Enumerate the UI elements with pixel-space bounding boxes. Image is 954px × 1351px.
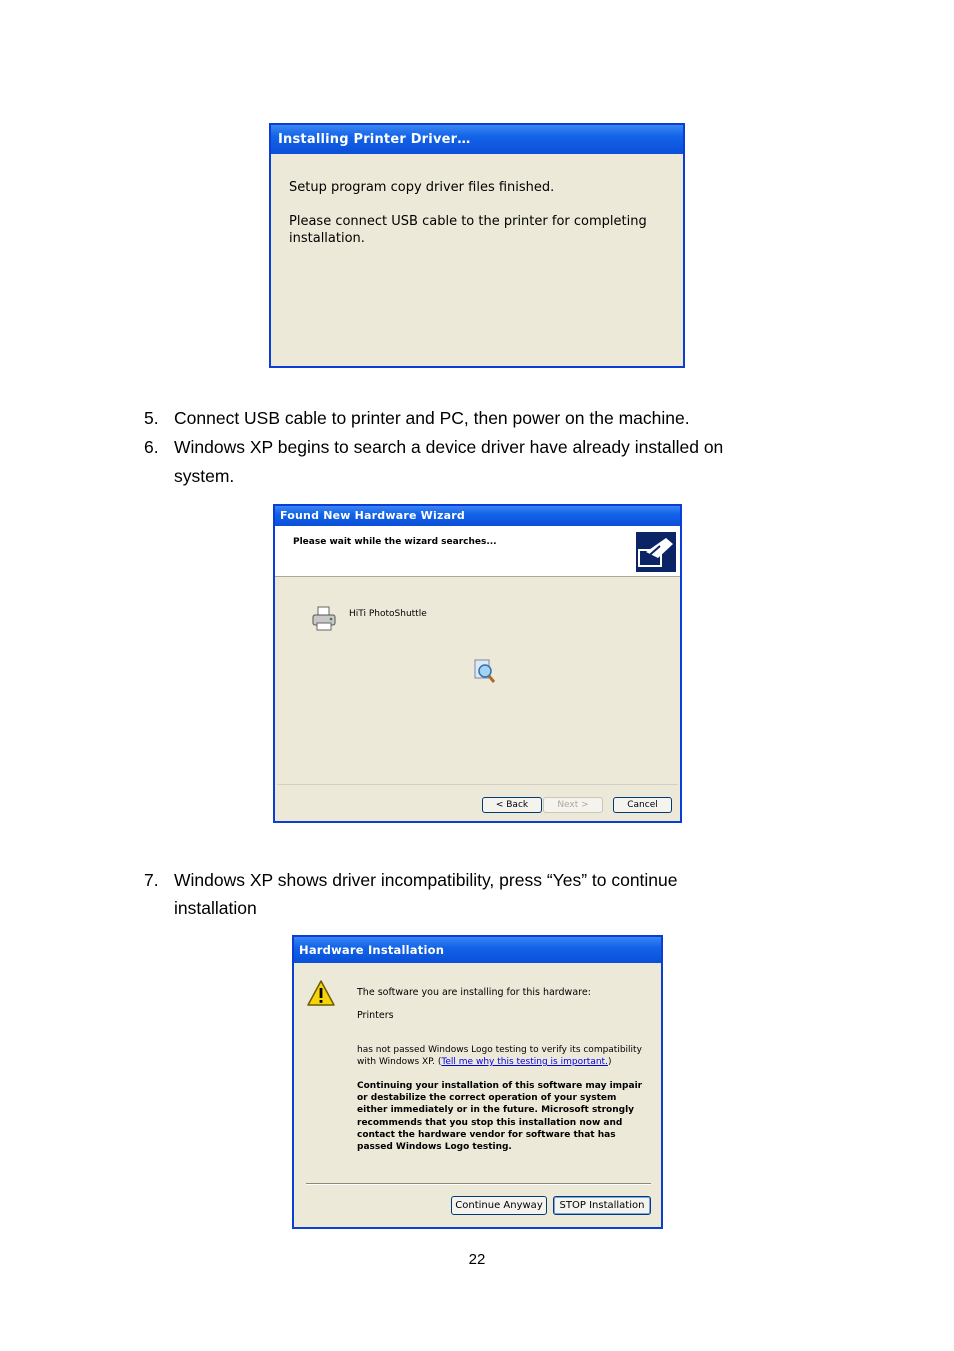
logo-note-text: with Windows XP. (: [357, 1057, 442, 1067]
cancel-button[interactable]: Cancel: [613, 797, 672, 813]
hardware-installation-dialog: [292, 935, 663, 1229]
dialog-title: Hardware Installation: [294, 937, 661, 963]
dialog-title: Found New Hardware Wizard: [275, 506, 680, 526]
warning-line: either immediately or in the future. Microsoft strongly: [357, 1105, 635, 1116]
stop-installation-button[interactable]: STOP Installation: [553, 1196, 651, 1215]
continue-anyway-button[interactable]: Continue Anyway: [451, 1196, 547, 1215]
step-text-cont: system.: [174, 466, 235, 486]
warning-line: Continuing your installation of this software may impair: [357, 1081, 643, 1091]
instruction-line-2: installation.: [289, 231, 365, 246]
installing-printer-driver-dialog: [269, 123, 685, 368]
back-button[interactable]: < Back: [482, 797, 542, 813]
wizard-header-text: Please wait while the wizard searches...: [293, 537, 497, 547]
step-number: 5.: [144, 408, 159, 428]
step-text: Windows XP begins to search a device driver have already installed on: [174, 437, 724, 457]
dialog-title: Installing Printer Driver…: [271, 125, 683, 154]
warning-line: contact the hardware vendor for software that has: [357, 1129, 616, 1140]
logo-note-line-1: has not passed Windows Logo testing to verify its compatibility: [357, 1045, 642, 1055]
step-number: 6.: [144, 437, 159, 457]
logo-note-line-2: [357, 1057, 611, 1067]
warning-line: passed Windows Logo testing.: [357, 1142, 512, 1153]
step-number: 7.: [144, 870, 159, 890]
warning-line: recommends that you stop this installation now and: [357, 1117, 623, 1128]
button-separator: [277, 784, 678, 785]
searching-icon: [473, 658, 497, 684]
step-6: [144, 433, 824, 491]
step-text-cont: installation: [174, 898, 257, 918]
why-testing-link[interactable]: Tell me why this testing is important.: [441, 1057, 608, 1067]
status-line: Setup program copy driver files finished.: [289, 180, 555, 195]
instruction-line-1: Please connect USB cable to the printer for completing: [289, 214, 647, 229]
step-5: [144, 404, 824, 433]
device-name: HiTi PhotoShuttle: [349, 609, 427, 619]
step-text: Windows XP shows driver incompatibility, press “Yes” to continue: [174, 870, 678, 890]
button-separator: [306, 1183, 651, 1185]
page-number: 22: [468, 1251, 486, 1268]
wizard-header: [275, 526, 680, 577]
warning-line: or destabilize the correct operation of your system: [357, 1093, 617, 1104]
step-7: [144, 866, 824, 924]
wizard-hardware-icon: [636, 532, 676, 572]
found-new-hardware-wizard: [273, 504, 682, 823]
step-text: Connect USB cable to printer and PC, then power on the machine.: [174, 408, 690, 428]
printer-icon: [311, 605, 337, 633]
warning-block: [357, 1080, 642, 1153]
logo-note-end: ): [607, 1057, 612, 1067]
next-button[interactable]: Next >: [543, 797, 603, 813]
intro-text: The software you are installing for this hardware:: [357, 987, 591, 998]
warning-icon: [306, 979, 336, 1007]
hardware-name: Printers: [357, 1010, 394, 1021]
